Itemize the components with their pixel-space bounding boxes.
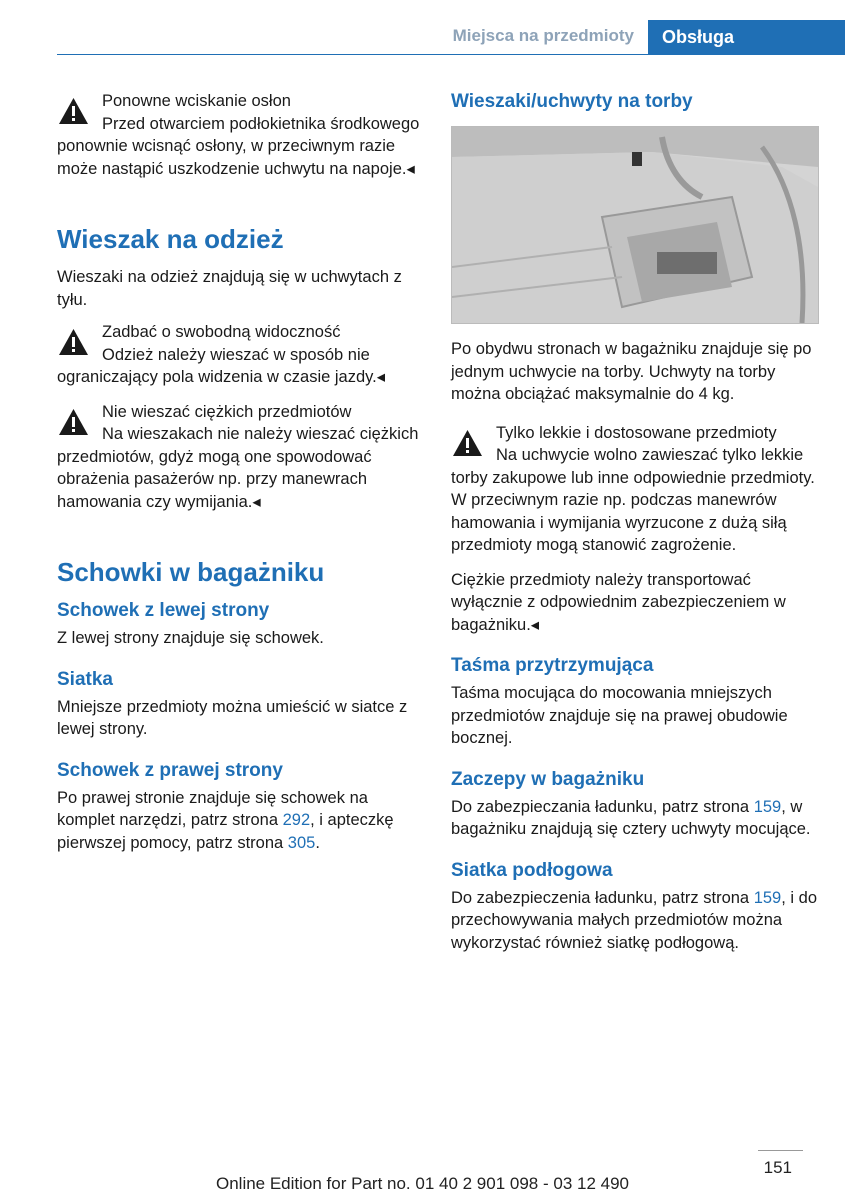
section-heading: Schowki w bagażniku (57, 557, 325, 587)
text-run: Do zabezpieczenia ładunku, patrz strona (451, 888, 754, 907)
header-section-title: Miejsca na przedmioty (452, 26, 634, 45)
section-heading: Wieszak na odzież (57, 224, 284, 254)
warning-title: Nie wieszać ciężkich przedmiotów (102, 402, 352, 421)
warning-text: Odzież należy wieszać w sposób nie ograniczający pola widzenia w czasie jazdy.◂ (57, 345, 386, 386)
footer-edition: Online Edition for Part no. 01 40 2 901 098 - 03 12 490 (215, 1174, 629, 1193)
page-link-159[interactable]: 159 (753, 797, 782, 816)
subsection-heading: Wieszaki/uchwyty na torby (451, 91, 693, 112)
subsection-heading: Schowek z lewej strony (57, 600, 270, 621)
warning-icon (57, 407, 90, 437)
header-rule (57, 54, 845, 55)
subsection-heading: Zaczepy w bagażniku (451, 768, 645, 790)
warning-text: Przed otwarciem podłokietnika środkowego ponownie wcisnąć osłony, w przeciwnym razie może nastąpić uszkodzenie uchwytu na napoje.◂ (57, 114, 420, 178)
page-number: 151 (763, 1158, 792, 1177)
text-run: Do zabezpieczania ładunku, patrz strona (451, 797, 754, 816)
paragraph: Ciężkie przedmioty należy transportować wyłącznie z odpowiednim zabezpieczeniem w bagażniku.◂ (451, 570, 786, 634)
paragraph: Taśma mocująca do mocowania mniejszych przedmiotów znajduje się na prawej obudowie bocznej. (451, 684, 788, 747)
warning-icon (451, 428, 484, 458)
subsection-heading: Schowek z prawej strony (57, 759, 283, 781)
text-run: . (315, 833, 320, 852)
paragraph: Mniejsze przedmioty można umieścić w siatce z lewej strony. (57, 697, 408, 738)
warning-text: Na uchwycie wolno zawieszać tylko lekkie torby zakupowe lub inne odpowiednie przedmioty. W przeciwnym razie np. podczas manewrów hamowania i wymijania wyrzucone z dużą siłą przedmioty mogą stanowić zagrożenie. (451, 446, 815, 554)
text-run: Po prawej stronie znajduje się schowek na komplet narzędzi, patrz strona (57, 788, 368, 829)
text-run: , i do przechowywania małych przedmiotów można wykorzystać również siatkę podłogową. (451, 888, 817, 952)
text-run: , i apteczkę pierwszej pomocy, patrz strona (57, 811, 394, 852)
header-chapter-label: Obsługa (662, 27, 735, 47)
header-chapter-tab (648, 20, 845, 54)
warning-box (57, 321, 427, 389)
paragraph (451, 796, 821, 841)
paragraph: Z lewej strony znajduje się schowek. (57, 629, 324, 647)
warning-title: Ponowne wciskanie osłon (102, 92, 291, 110)
warning-icon (57, 96, 90, 126)
subsection-heading: Taśma przytrzymująca (451, 655, 654, 676)
trunk-photo (451, 126, 819, 324)
text-run: , w bagażniku znajdują się cztery uchwyty mocujące. (451, 797, 811, 838)
page-number-rule (758, 1150, 803, 1151)
warning-text: Na wieszakach nie należy wieszać ciężkich przedmiotów, gdyż mogą one spowodować obrażenia pasażerów np. przy manewrach hamowania czy wymijania.◂ (57, 425, 419, 511)
right-column (451, 90, 821, 964)
warning-box (451, 422, 821, 557)
warning-icon (57, 327, 90, 357)
subsection-heading: Siatka (57, 668, 113, 690)
page-link-305[interactable]: 305 (287, 833, 316, 852)
paragraph (57, 787, 427, 855)
warning-box (57, 90, 427, 180)
warning-title: Tylko lekkie i dostosowane przedmioty (496, 423, 777, 442)
paragraph: Po obydwu stronach w bagażniku znajduje się po jednym uchwycie na torby. Uchwyty na torby można obciążać maksymalnie do 4 kg. (451, 340, 812, 403)
paragraph: Wieszaki na odzież znajdują się w uchwytach z tyłu. (57, 268, 402, 309)
left-column (57, 90, 427, 864)
subsection-heading: Siatka podłogowa (451, 859, 613, 881)
warning-box (57, 401, 427, 514)
paragraph (451, 887, 821, 955)
page-link-292[interactable]: 292 (282, 811, 311, 829)
warning-title: Zadbać o swobodną widoczność (102, 323, 341, 341)
page-link-159[interactable]: 159 (753, 888, 782, 907)
